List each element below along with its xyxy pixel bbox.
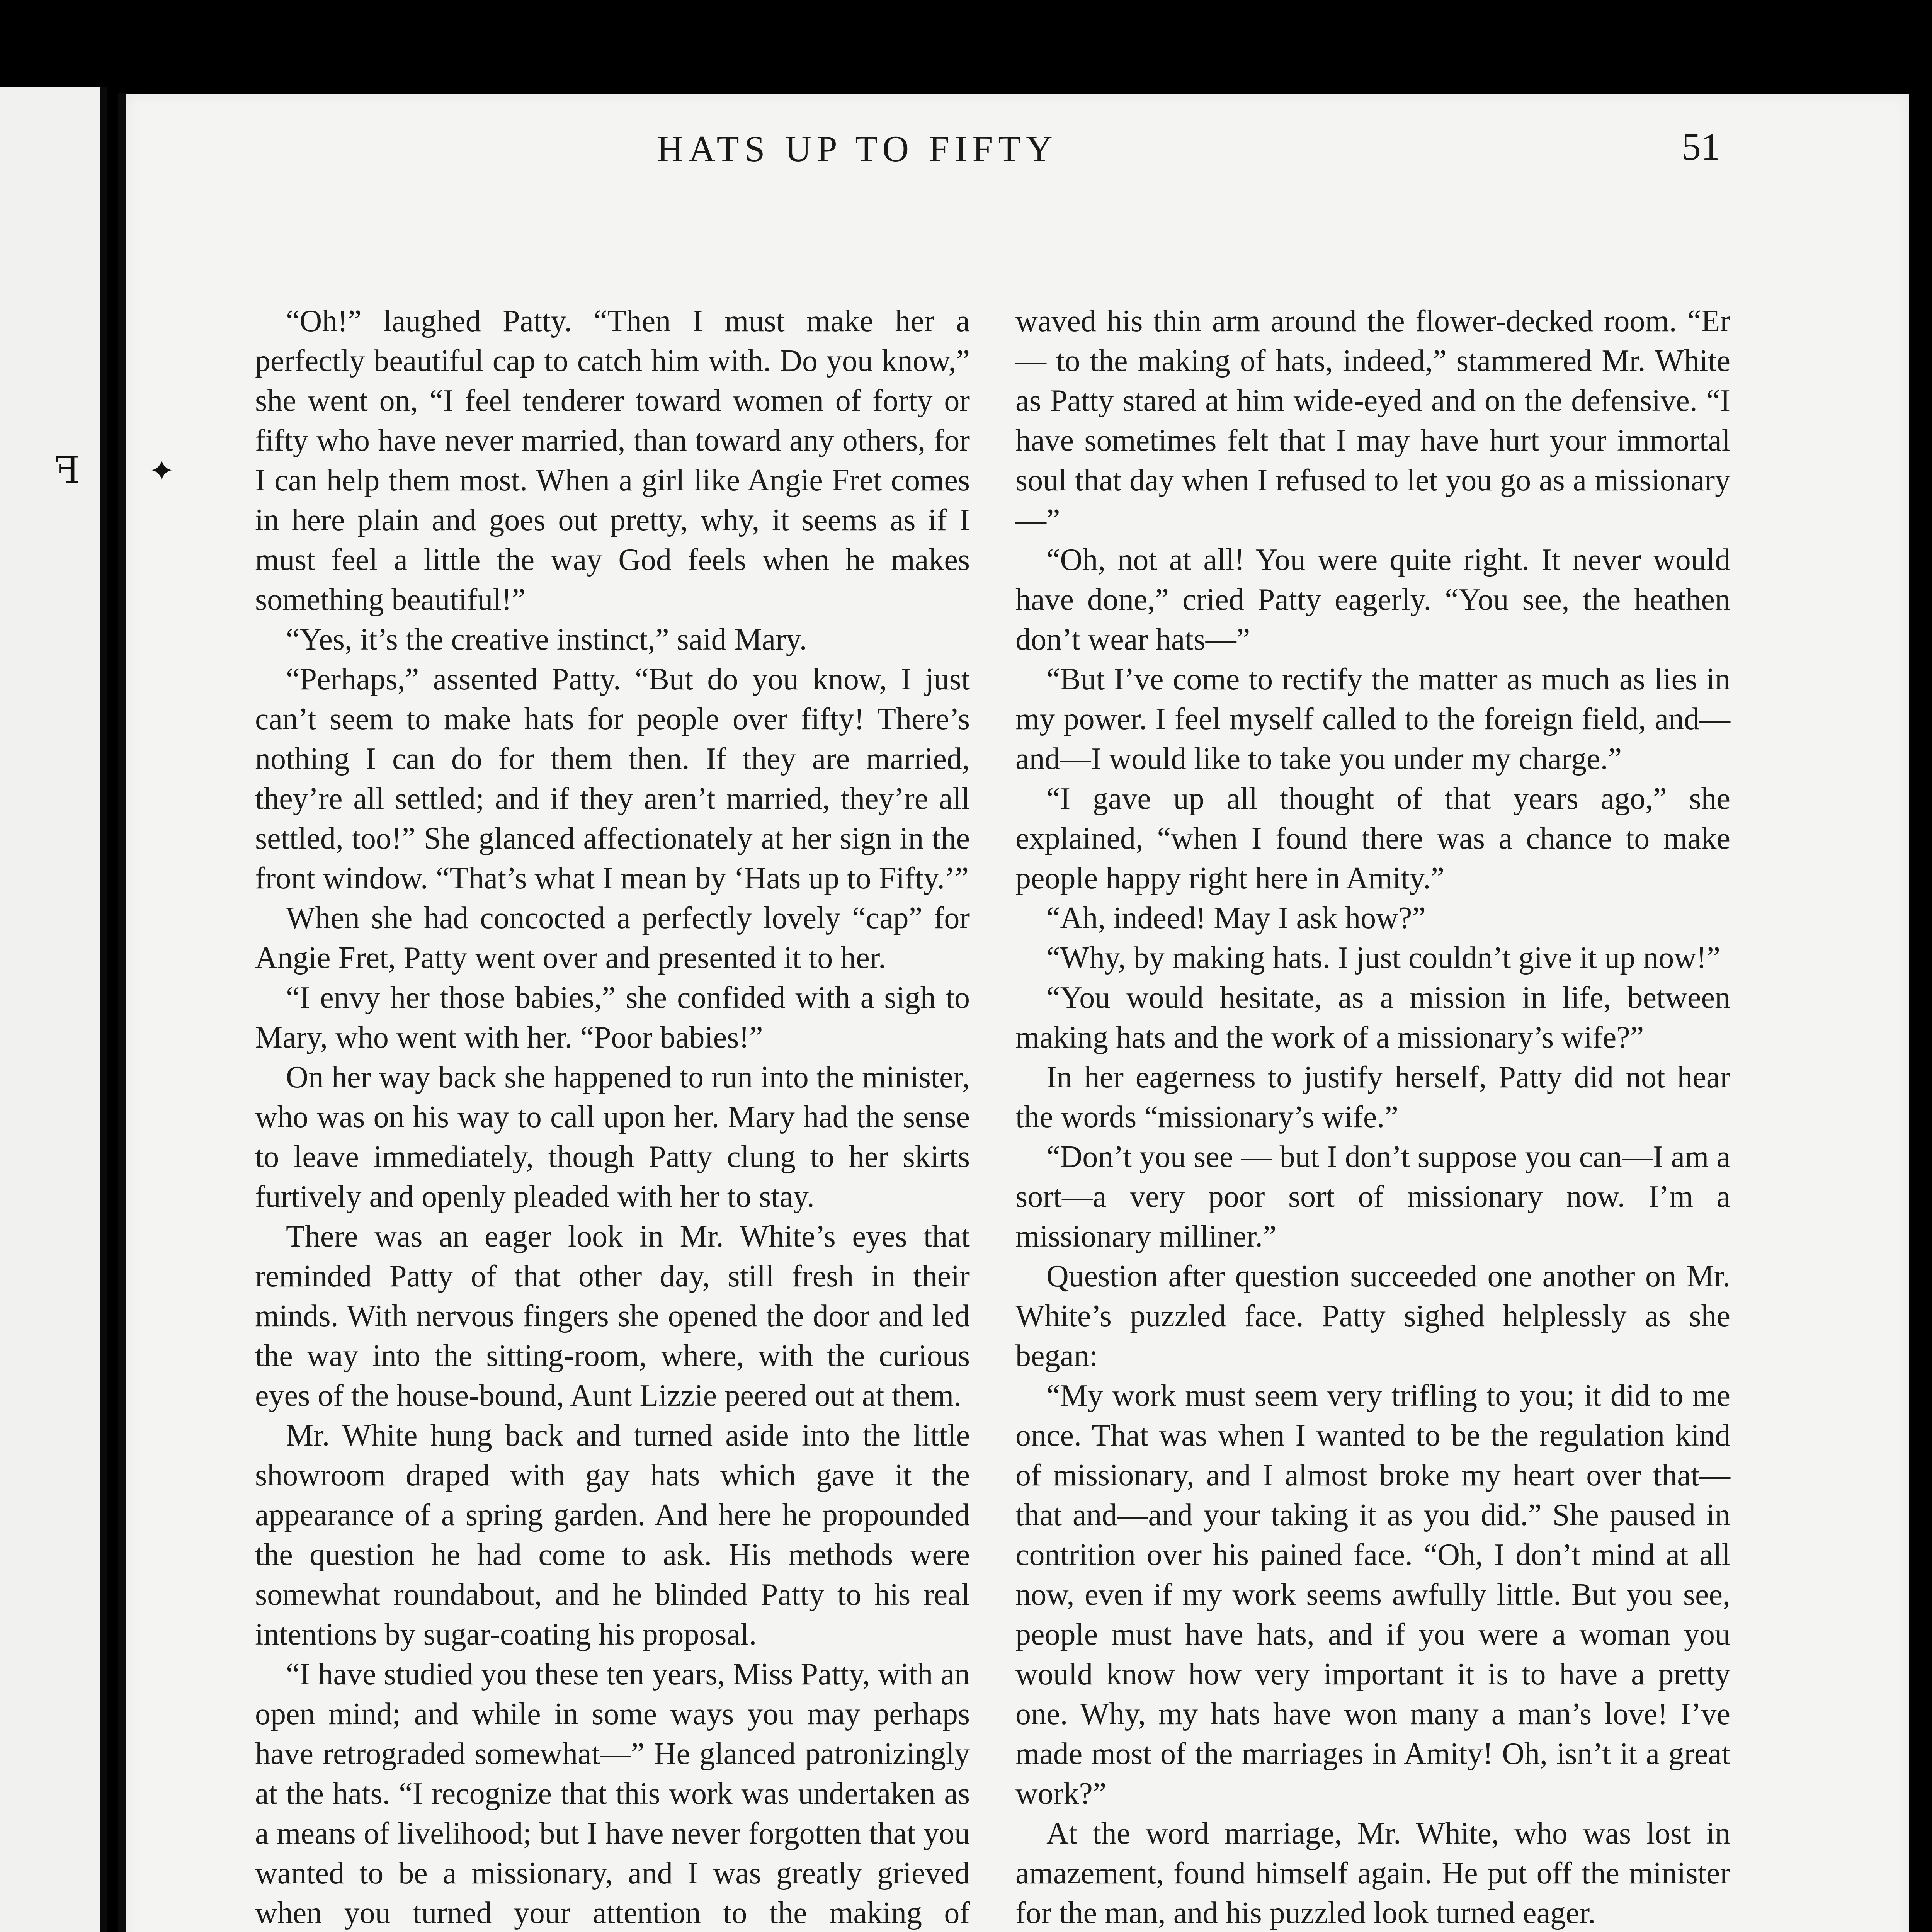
paragraph: “Ah, indeed! May I ask how?” xyxy=(1046,901,1426,935)
paragraph: At the word marriage, Mr. White, who was lost in amazement, found himself again. He put off the minister for the man, and his puzzled look turned eager. xyxy=(1015,1816,1730,1930)
paragraph: “Why, by making hats. I just couldn’t give it up now!” xyxy=(1046,941,1721,975)
paragraph: “But I’ve come to rectify the matter as much as lies in my power. I feel myself called to the foreign field, and—and—I would like to take you under my charge.” xyxy=(1015,662,1730,776)
paragraph: Mr. White hung back and turned aside into the little showroom draped with gay hats which gave it the appearance of a spring garden. And here he propounded the question he had come to ask. His methods were somewhat roundabout, and he blinded Patty to his real intentions by sugar-coating his proposal. xyxy=(255,1418,970,1651)
paragraph: There was an eager look in Mr. White’s eyes that reminded Patty of that other day, still fresh in their minds. With nervous fingers she opened the door and led the way into the sitting-room, where, with the curious eyes of the house-bound, Aunt Lizzie peered out at them. xyxy=(255,1219,970,1413)
paragraph: “Perhaps,” assented Patty. “But do you know, I just can’t seem to make hats for people over fifty! There’s nothing I can do for them then. If they are married, they’re all settled; and if they aren’t married, they’re all settled, too!” She glanced affectionately at her sign in the front window. “That’s what I mean by ‘Hats up to Fifty.’” xyxy=(255,662,970,895)
paragraph: When she had concocted a perfectly lovely “cap” for Angie Fret, Patty went over and presented it to her. xyxy=(255,901,970,975)
paragraph: Question after question succeeded one another on Mr. White’s puzzled face. Patty sighed helplessly as she began: xyxy=(1015,1259,1730,1373)
paragraph: “Don’t you see — but I don’t suppose you can—I am a sort—a very poor sort of missionary now. I’m a missionary milliner.” xyxy=(1015,1140,1730,1253)
paragraph: “Oh, not at all! You were quite right. It never would have done,” cried Patty eagerly. “You see, the heathen don’t wear hats—” xyxy=(1015,543,1730,656)
paragraph: “I gave up all thought of that years ago,” she explained, “when I found there was a chance to make people happy right here in Amity.” xyxy=(1015,782,1730,895)
facing-page-edge xyxy=(0,87,107,1932)
paragraph: “Oh!” laughed Patty. “Then I must make her a perfectly beautiful cap to catch him with. Do you know,” she went on, “I feel tenderer toward women of forty or fifty who have never married, than toward any others, for I can help them most. When a girl like Angie Fret comes in here plain and goes out pretty, why, it seems as if I must feel a little the way God feels when he makes something beautiful!” xyxy=(255,304,970,617)
page-number: 51 xyxy=(1682,125,1720,168)
left-text-column xyxy=(255,301,970,1932)
running-title: HATS UP TO FIFTY xyxy=(657,128,1058,169)
paragraph: “I have studied you these ten years, Miss Patty, with an open mind; and while in some ways you may perhaps have retrograded somewhat—” He glanced patronizingly at the hats. “I recognize that this work was undertaken as a means of livelihood; but I have never forgotten that you wanted to be a missionary, and I was greatly grieved when you turned your attention to the making of xyxy=(255,1657,970,1930)
margin-mark: ✦ xyxy=(149,454,175,488)
paragraph: “My work must seem very trifling to you; it did to me once. That was when I wanted to be the regulation kind of missionary, and I almost broke my heart over that—that and—and your taking it as you did.” She paused in contrition over his pained face. “Oh, I don’t mind at all now, even if my work seems awfully little. But you see, people must have hats, and if you were a woman you would know how very important it is to have a pretty one. Why, my hats have won many a man’s love! I’ve made most of the marriages in Amity! Oh, isn’t it a great work?” xyxy=(1015,1379,1730,1811)
paragraph: “I envy her those babies,” she confided with a sigh to Mary, who went with her. “Poor babies!” xyxy=(255,981,970,1054)
gutter-shadow xyxy=(118,93,126,1932)
paragraph: “Yes, it’s the creative instinct,” said Mary. xyxy=(286,622,807,656)
paragraph: On her way back she happened to run into the minister, who was on his way to call upon her. Mary had the sense to leave immediately, though Patty clung to her skirts furtively and openly pleaded with her to stay. xyxy=(255,1060,970,1214)
right-text-column xyxy=(1015,301,1730,1932)
paragraph: “You would hesitate, as a mission in life, between making hats and the work of a missionary’s wife?” xyxy=(1015,981,1730,1054)
paragraph: waved his thin arm around the flower-decked room. “Er — to the making of hats, indeed,” stammered Mr. White as Patty stared at him wide-eyed and on the defensive. “I have sometimes felt that I may have hurt your immortal soul that day when I refused to let you go as a missionary—” xyxy=(1015,304,1730,537)
paragraph: In her eagerness to justify herself, Patty did not hear the words “missionary’s wife.” xyxy=(1015,1060,1730,1134)
margin-mark: ꟻ xyxy=(54,450,80,491)
